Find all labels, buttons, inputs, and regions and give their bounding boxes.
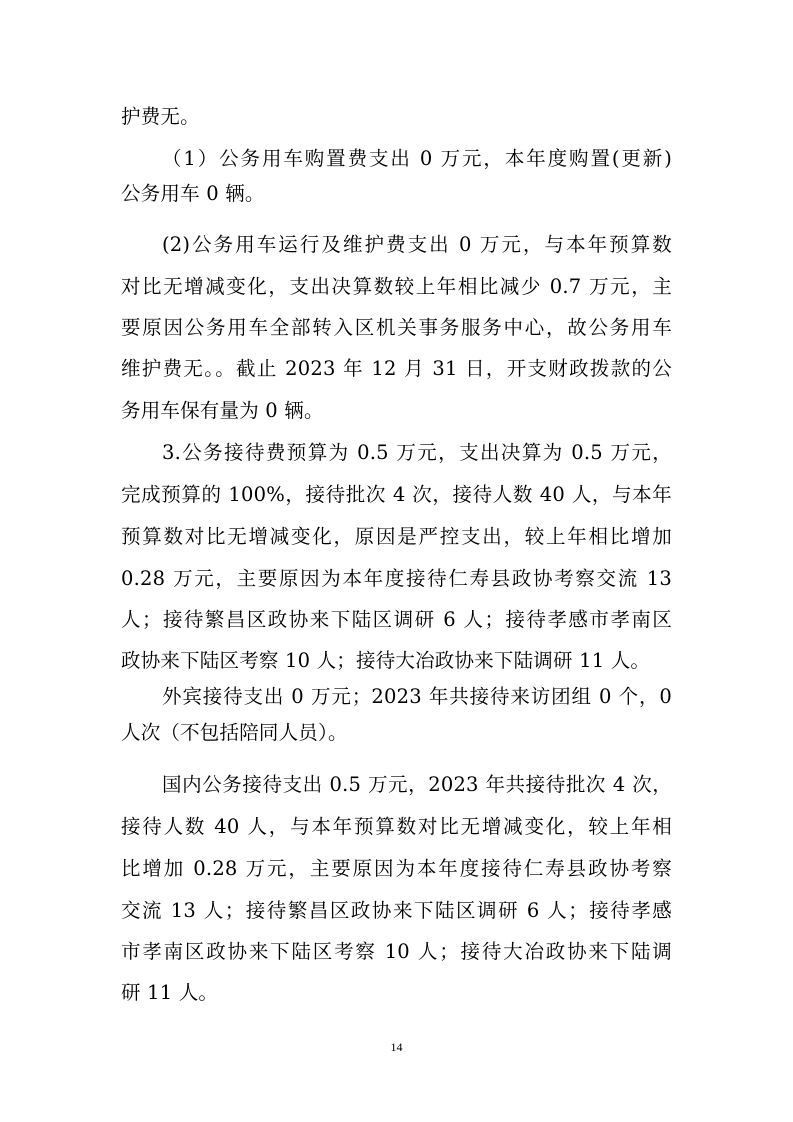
text-line: 国内公务接待支出 0.5 万元，2023 年共接待批次 4 次， (162, 773, 672, 796)
text-line: 务用车保有量为 0 辆。 (121, 399, 324, 422)
text-line: 外宾接待支出 0 万元；2023 年共接待来访团组 0 个，0 (162, 685, 672, 708)
text-line: 比增加 0.28 万元，主要原因为本年度接待仁寿县政协考察 (121, 857, 672, 880)
page-number: 14 (390, 1040, 403, 1054)
text-line: 对比无增减变化，支出决算数较上年相比减少 0.7 万元，主 (121, 275, 672, 298)
text-line: 政协来下陆区考察 10 人；接待大冶政协来下陆调研 11 人。 (121, 649, 651, 672)
text-line: 市孝南区政协来下陆区考察 10 人；接待大冶政协来下陆调 (121, 940, 672, 963)
text-line: 人次（不包括陪同人员）。 (121, 721, 348, 744)
text-line: 预算数对比无增减变化，原因是严控支出，较上年相比增加 (121, 525, 672, 548)
text-line: 交流 13 人；接待繁昌区政协来下陆区调研 6 人；接待孝感 (121, 899, 672, 922)
text-line: 要原因公务用车全部转入区机关事务服务中心，故公务用车 (121, 316, 672, 339)
text-line: 公务用车 0 辆。 (121, 182, 265, 205)
text-line: 接待人数 40 人，与本年预算数对比无增减变化，较上年相 (121, 815, 672, 838)
text-line: 完成预算的 100%，接待批次 4 次，接待人数 40 人，与本年 (121, 483, 672, 506)
text-line: 0.28 万元，主要原因为本年度接待仁寿县政协考察交流 13 (121, 567, 672, 590)
text-line: 维护费无。。截止 2023 年 12 月 31 日，开支财政拨款的公 (121, 357, 672, 380)
text-line: (2)公务用车运行及维护费支出 0 万元，与本年预算数 (162, 233, 672, 256)
text-line: 3.公务接待费预算为 0.5 万元，支出决算为 0.5 万元， (162, 441, 672, 464)
text-line: 研 11 人。 (121, 981, 219, 1004)
text-line: （1）公务用车购置费支出 0 万元，本年度购置(更新) (162, 147, 672, 170)
text-line: 护费无。 (121, 105, 200, 128)
text-line: 人；接待繁昌区政协来下陆区调研 6 人；接待孝感市孝南区 (121, 608, 672, 631)
